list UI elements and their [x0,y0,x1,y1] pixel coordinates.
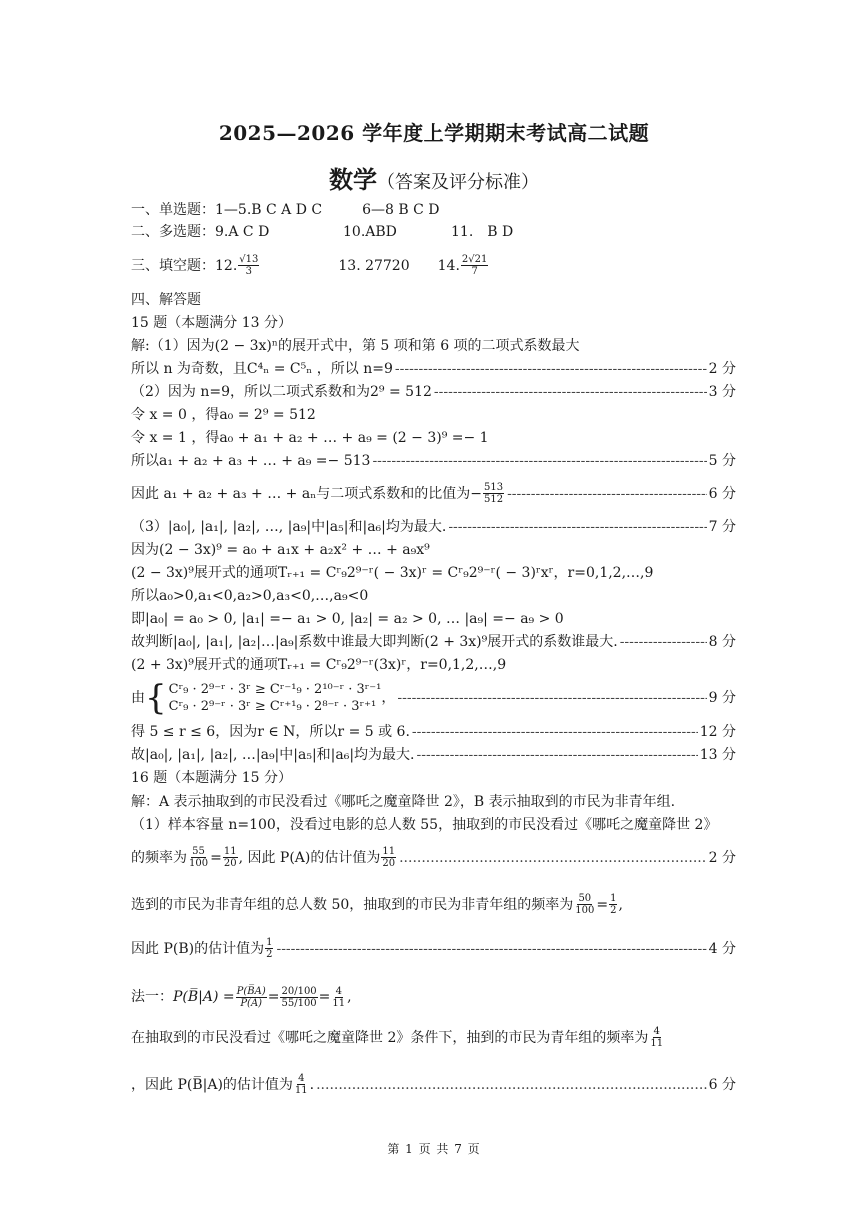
q15-line-14: (2 + 3x)⁹展开式的通项Tᵣ₊₁ = Cʳ₉2⁹⁻ʳ(3x)ʳ，r=0,1,2,…,9 [131,657,507,673]
q15-line-11: 所以a₀>0,a₁<0,a₂>0,a₃<0,…,a₉<0 [131,588,369,604]
score-points: 6 分 [708,1076,736,1093]
q15-line-8: （3）|a₀|, |a₁|, |a₂|, …, |a₉|中|a₅|和|a₆|均为最大. ----- 7 分 [131,517,736,537]
inequality-system: { Cʳ₉ · 2⁹⁻ʳ · 3ʳ ≥ Cʳ⁻¹₉ · 2¹⁰⁻ʳ · 3ʳ⁻¹ Cʳ₉ · 2⁹⁻ʳ · 3ʳ ≥ Cʳ⁺¹₉ · 2⁸⁻ʳ · 3ʳ⁺¹ [145,678,382,718]
q15-header: 15 题（本题满分 13 分） [131,315,292,331]
ratio-fraction: $\frac{513}{512}$ [483,482,504,505]
q16-line-3: 的频率为 $\frac{55}{100}$ = $\frac{11}{20}$ , 因此 P(A)的估计值为 $\frac{11}{20}$ ..... 2 分 [131,846,736,869]
q14-fraction: $\frac{2√21}{7}$ [461,254,488,277]
q16-line-2: （1）样本容量 n=100，没看过电影的总人数 55，抽取到的市民没看过《哪吒之魔童降世 2》 [131,817,718,833]
q15-line-4: 令 x = 0 ，得a₀ = 2⁹ = 512 [131,407,316,423]
score-points: 3 分 [708,384,736,400]
score-points: 2 分 [708,849,736,866]
q15-line-3: （2）因为 n=9，所以二项式系数和为2⁹ = 512 ----- 3 分 [131,382,736,402]
q15-line-16: 得 5 ≤ r ≤ 6，因为r ∈ N，所以r = 5 或 6. ----- 12 分 [131,722,736,742]
score-points: 5 分 [708,453,736,469]
q16-line-6: 法一： P(B̅|A) = $\frac{P(B̅A)}{P(A)}$ = $\frac{20/100}{55/100}$ = $\frac{4}{11}$ , [131,985,352,1009]
score-points: 6 分 [708,485,736,502]
q15-line-2: 所以 n 为奇数，且C⁴ₙ = C⁵ₙ ，所以 n=9 ----- 2 分 [131,359,736,379]
multi-choice-answers: 二、多选题：9.A C D 10.ABD 11. B D [131,224,514,240]
q16-line-4: 选到的市民为非青年组的总人数 50，抽取到的市民为非青年组的频率为 $\frac{50}{100}$ = $\frac{1}{2}$ , [131,893,623,916]
q15-line-10: (2 − 3x)⁹展开式的通项Tᵣ₊₁ = Cʳ₉2⁹⁻ʳ( − 3x)ʳ = Cʳ₉2⁹⁻ʳ( − 3)ʳxʳ，r=0,1,2,…,9 [131,565,654,581]
q15-line-9: 因为(2 − 3x)⁹ = a₀ + a₁x + a₂x² + … + a₉x⁹ [131,542,430,558]
score-points: 12 分 [699,724,736,740]
q15-line-5: 令 x = 1 ，得a₀ + a₁ + a₂ + … + a₉ = (2 − 3)⁹ =− 1 [131,430,489,446]
q16-line-7: 在抽取到的市民没看过《哪吒之魔童降世 2》条件下，抽到的市民为青年组的频率为 $\frac{4}{11}$ [131,1026,664,1049]
q16-line-8: ，因此 P(B̅|A)的估计值为 $\frac{4}{11}$ . ..... 6 分 [131,1073,736,1096]
document-title: 2025—2026 学年度上学期期末考试高二试题 [218,121,650,145]
q12-fraction: $\frac{√13}{3}$ [239,254,259,277]
fill-blank-answers: 三、填空题： 12. $\frac{√13}{3}$ 13. 27720 14. $\frac{2√21}{7}$ [131,254,488,277]
score-points: 9 分 [708,690,736,706]
q16-header: 16 题（本题满分 15 分） [131,770,292,786]
score-points: 2 分 [708,361,736,377]
page-footer: 第 1 页 共 7 页 [387,1142,481,1156]
q15-line-15: 由 { Cʳ₉ · 2⁹⁻ʳ · 3ʳ ≥ Cʳ⁻¹₉ · 2¹⁰⁻ʳ · 3ʳ⁻¹ Cʳ₉ · 2⁹⁻ʳ · 3ʳ ≥ Cʳ⁺¹₉ · 2⁸⁻ʳ · 3ʳ⁺¹ ， ----- 9 分 [131,678,736,718]
score-points: 8 分 [708,634,736,650]
section-4-heading: 四、解答题 [131,292,201,308]
score-points: 7 分 [708,519,736,535]
subject-name: 数学 [329,165,377,194]
document-subtitle [0,160,868,195]
q15-line-13: 故判断|a₀|, |a₁|, |a₂|…|a₉|系数中谁最大即判断(2 + 3x)⁹展开式的系数谁最大. ----- 8 分 [131,632,736,652]
single-choice-answers: 一、单选题：1—5.B C A D C 6—8 B C D [131,202,440,218]
q16-line-1: 解：A 表示抽取到的市民没看过《哪吒之魔童降世 2》，B 表示抽取到的市民为非青年组. [131,794,676,810]
subtitle-paren: （答案及评分标准） [377,172,539,193]
q15-line-12: 即|a₀| = a₀ > 0, |a₁| =− a₁ > 0, |a₂| = a₂ > 0, … |a₉| =− a₉ > 0 [131,611,564,627]
score-points: 4 分 [708,940,736,957]
q16-line-5: 因此 P(B)的估计值为 $\frac{1}{2}$ ----- 4 分 [131,937,736,960]
q15-line-1: 解:（1）因为(2 − 3x)ⁿ的展开式中，第 5 项和第 6 项的二项式系数最大 [131,338,580,354]
q15-line-17: 故|a₀|, |a₁|, |a₂|, …|a₉|中|a₅|和|a₆|均为最大. ----- 13 分 [131,745,736,765]
score-points: 13 分 [699,747,736,763]
q15-line-7: 因此 a₁ + a₂ + a₃ + … + aₙ与二项式系数和的比值为− $\frac{513}{512}$ ----- 6 分 [131,482,736,505]
q15-line-6: 所以a₁ + a₂ + a₃ + … + a₉ =− 513 ----- 5 分 [131,451,736,471]
